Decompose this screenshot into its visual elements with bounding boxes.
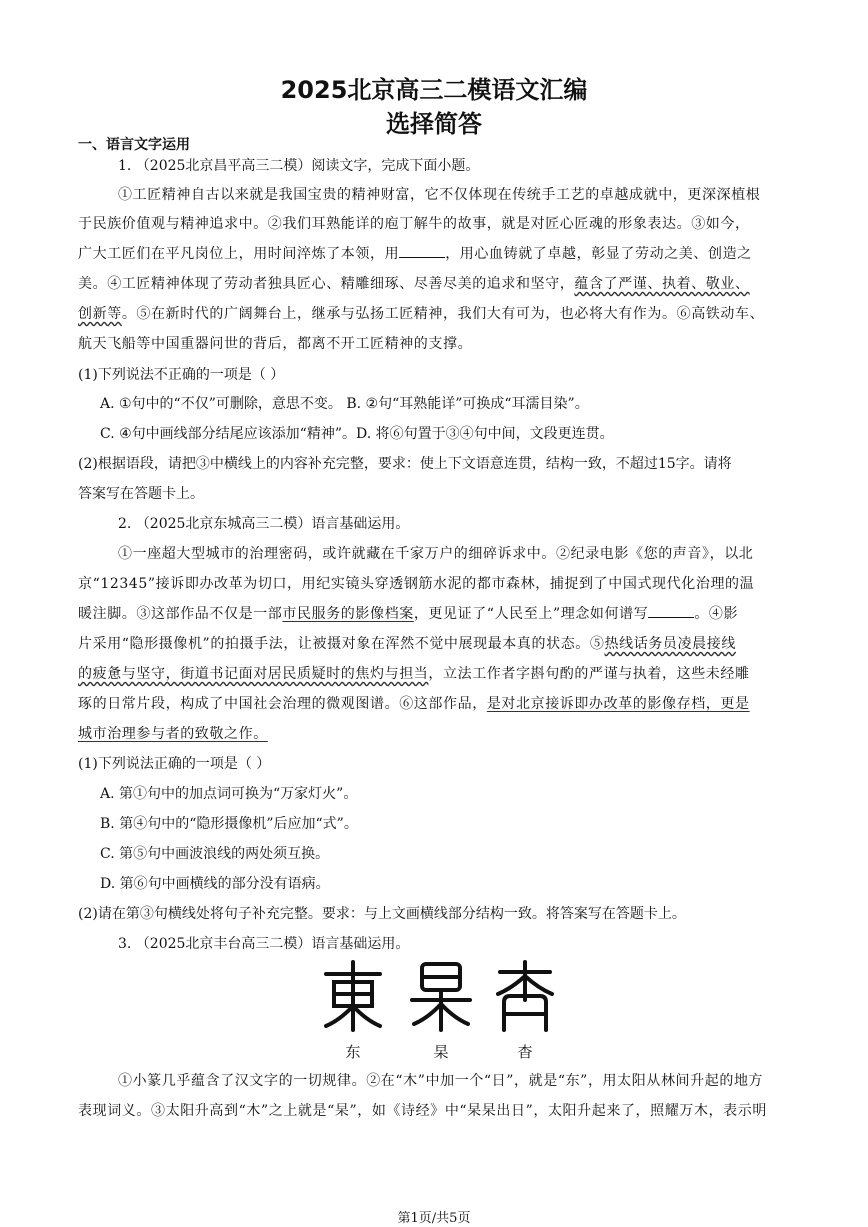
q3-passage-line: ①小篆几乎蕴含了汉文字的一切规律。②在“木”中加一个“日”，就是“东”，用太阳从林间升起的地方 bbox=[118, 1073, 764, 1089]
q2-passage-text: 琢的日常片段，构成了中国社会治理的微观图谱。⑥这部作品， bbox=[78, 696, 487, 712]
q1-subquestion: (1)下列说法不正确的一项是（ ） bbox=[78, 367, 285, 383]
q1-passage-text: 。⑤在新时代的广阔舞台上，继承与弘扬工匠精神，我们大有可为，也必将大有作为。⑥高铁动车、 bbox=[121, 306, 765, 322]
q1-subquestion: 答案写在答题卡上。 bbox=[78, 486, 204, 502]
q1-options: C. ④句中画线部分结尾应该添加“精神”。D. 将⑥句置于③④句中间，文段更连贯。 bbox=[100, 426, 614, 442]
document-title: 2025北京高三二模语文汇编 bbox=[280, 76, 588, 104]
q1-passage-line bbox=[78, 275, 790, 293]
q2-underlined-phrase: 市民服务的影像档案 bbox=[282, 606, 414, 622]
q2-option-b: B. 第④句中的“隐形摄像机”后应加“式”。 bbox=[100, 816, 358, 832]
q2-passage-line bbox=[78, 635, 790, 653]
q2-underlined-phrase: 城市治理参与者的致敬之作。 bbox=[78, 726, 268, 742]
q2-passage-line: 京“12345”接诉即办改革为切口，用纪实镜头穿透钢筋水泥的都市森林，捕捉到了中国式现代化治理的温 bbox=[78, 576, 755, 592]
seal-caption-yao: 杳 bbox=[517, 1043, 533, 1061]
q2-passage-text: ，更见证了“人民至上”理念如何谱写 bbox=[413, 606, 649, 622]
q3-intro: 3. （2025北京丰台高三二模）语言基础运用。 bbox=[118, 936, 410, 952]
q3-passage-line: 表现词义。③太阳升高到“木”之上就是“杲”，如《诗经》中“杲杲出日”，太阳升起来了，照耀万木，表示明 bbox=[78, 1103, 767, 1119]
q1-passage-line: 航天飞船等中国重器问世的背后，都离不开工匠精神的支撑。 bbox=[78, 336, 473, 352]
q1-answer-blank bbox=[399, 245, 445, 258]
q2-passage-line bbox=[78, 725, 790, 743]
q1-passage-line: ①工匠精神自古以来就是我国宝贵的精神财富，它不仅体现在传统手工艺的卓越成就中，更深深植根 bbox=[118, 187, 761, 203]
q2-intro: 2. （2025北京东城高三二模）语言基础运用。 bbox=[118, 516, 410, 532]
q2-answer-blank bbox=[648, 605, 694, 618]
q1-options: A. ①句中的“不仅”可删除，意思不变。 B. ②句“耳熟能详”可换成“耳濡目染”。 bbox=[100, 396, 589, 412]
q2-passage-text: 。④影 bbox=[694, 606, 739, 622]
q2-passage-text: 片采用“隐形摄像机”的拍摄手法，让被摄对象在浑然不觉中展现最本真的状态。⑤ bbox=[78, 636, 605, 652]
q2-passage-line: ①一座超大型城市的治理密码，或许就藏在千家万户的细碎诉求中。②纪录电影《您的声音》，以北 bbox=[118, 546, 754, 562]
q2-passage-text: 暖注脚。③这部作品不仅是一部 bbox=[78, 606, 283, 622]
section-heading: 一、语言文字运用 bbox=[78, 137, 190, 153]
q1-underlined-phrase: 创新等 bbox=[78, 306, 122, 322]
q1-passage-text: 广大工匠们在平凡岗位上，用时间淬炼了本领，用 bbox=[78, 246, 400, 262]
seal-script-yao-image bbox=[490, 960, 560, 1032]
q2-option-a: A. 第①句中的加点词可换为“万家灯火”。 bbox=[100, 786, 358, 802]
q2-underlined-phrase: 是对北京接诉即办改革的影像存档，更是 bbox=[486, 696, 750, 712]
q1-passage-line: 于民族价值观与精神追求中。②我们耳熟能详的庖丁解牛的故事，就是对匠心匠魂的形象表达。③如今， bbox=[78, 216, 750, 232]
seal-script-dong-image bbox=[318, 960, 388, 1032]
q2-passage-text: ，立法工作者字斟句酌的严谨与执着，这些未经雕 bbox=[428, 666, 750, 682]
q2-subquestion: (1)下列说法正确的一项是（ ） bbox=[78, 756, 271, 772]
q1-passage-text: ，用心血铸就了卓越，彰显了劳动之美、创造之 bbox=[445, 246, 752, 262]
q1-intro: 1. （2025北京昌平高三二模）阅读文字，完成下面小题。 bbox=[118, 158, 480, 174]
seal-caption-gao: 杲 bbox=[433, 1043, 449, 1061]
q2-option-d: D. 第⑥句中画横线的部分没有语病。 bbox=[100, 876, 330, 892]
q2-passage-line bbox=[78, 695, 790, 713]
q1-passage-line bbox=[78, 245, 790, 263]
q2-wavy-phrase: 的疲惫与坚守，街道书记面对居民质疑时的焦灼与担当 bbox=[78, 666, 429, 682]
q2-subquestion: (2)请在第③句横线处将句子补充完整。要求：与上文画横线部分结构一致。将答案写在答题卡上。 bbox=[78, 906, 686, 922]
q2-passage-line bbox=[78, 605, 790, 623]
document-subtitle: 选择简答 bbox=[386, 110, 482, 138]
q2-passage-line bbox=[78, 665, 790, 683]
q1-passage-line bbox=[78, 305, 790, 323]
q1-passage-text: 美。④工匠精神体现了劳动者独具匠心、精雕细琢、尽善尽美的追求和坚守， bbox=[78, 276, 575, 292]
q1-underlined-phrase: 蕴含了严谨、执着、敬业、 bbox=[574, 276, 750, 292]
page-number: 第1页/共5页 bbox=[397, 1211, 471, 1226]
seal-script-gao-image bbox=[406, 960, 476, 1032]
q2-option-c: C. 第⑤句中画波浪线的两处须互换。 bbox=[100, 846, 330, 862]
q2-wavy-phrase: 热线话务员凌晨接线 bbox=[604, 636, 736, 652]
q1-subquestion: (2)根据语段，请把③中横线上的内容补充完整，要求：使上下文语意连贯，结构一致，不超过15字。请将 bbox=[78, 456, 732, 472]
seal-caption-dong: 东 bbox=[345, 1043, 361, 1061]
